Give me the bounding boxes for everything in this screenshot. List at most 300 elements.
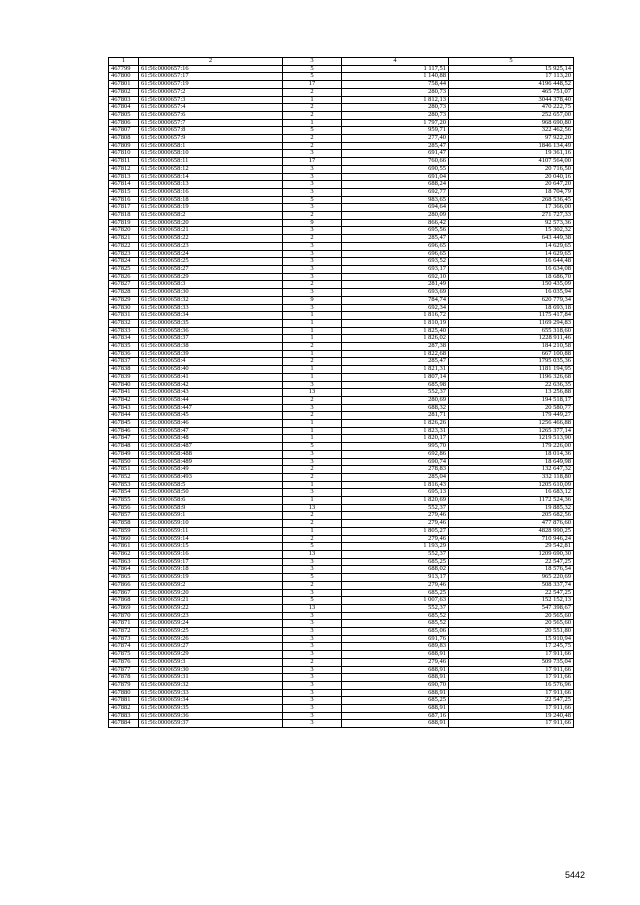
value-cell: 4828 990,25 — [449, 527, 574, 535]
group-cell: 3 — [283, 720, 342, 728]
table-row — [109, 181, 574, 189]
value-cell: 18 704,79 — [449, 188, 574, 196]
area-cell: 279,46 — [342, 520, 449, 528]
table-row — [109, 597, 574, 605]
group-cell: 3 — [283, 643, 342, 651]
cadastral-number-cell: 61:56:0000657:9 — [139, 135, 283, 143]
table-row — [109, 281, 574, 289]
group-cell: 3 — [283, 666, 342, 674]
row-number-cell: 467882 — [109, 705, 139, 713]
table-row — [109, 527, 574, 535]
value-cell: 20 647,20 — [449, 181, 574, 189]
area-cell: 688,91 — [342, 689, 449, 697]
row-number-cell: 467852 — [109, 473, 139, 481]
table-row — [109, 212, 574, 220]
value-cell: 179 449,27 — [449, 412, 574, 420]
group-cell: 3 — [283, 227, 342, 235]
table-row — [109, 443, 574, 451]
cadastral-number-cell: 61:56:0000658:36 — [139, 327, 283, 335]
area-cell: 758,44 — [342, 81, 449, 89]
group-cell: 13 — [283, 604, 342, 612]
cadastral-number-cell: 61:56:0000658:10 — [139, 150, 283, 158]
cadastral-number-cell: 61:56:0000658:24 — [139, 250, 283, 258]
group-cell: 1 — [283, 373, 342, 381]
area-cell: 694,64 — [342, 204, 449, 212]
table-row — [109, 366, 574, 374]
value-cell: 1169 294,83 — [449, 319, 574, 327]
group-cell: 17 — [283, 81, 342, 89]
group-cell: 3 — [283, 404, 342, 412]
cadastral-number-cell: 61:56:0000659:33 — [139, 689, 283, 697]
group-cell: 1 — [283, 527, 342, 535]
table-row — [109, 551, 574, 559]
value-cell: 4107 564,00 — [449, 158, 574, 166]
value-cell: 332 118,80 — [449, 473, 574, 481]
row-number-cell: 467861 — [109, 543, 139, 551]
value-cell: 20 040,16 — [449, 173, 574, 181]
group-cell: 1 — [283, 96, 342, 104]
row-number-cell: 467869 — [109, 604, 139, 612]
row-number-cell: 467845 — [109, 420, 139, 428]
area-cell: 1 805,27 — [342, 527, 449, 535]
cadastral-number-cell: 61:56:0000658:18 — [139, 196, 283, 204]
value-cell: 1172 524,36 — [449, 497, 574, 505]
table-row — [109, 358, 574, 366]
group-cell: 5 — [283, 574, 342, 582]
table-row — [109, 404, 574, 412]
area-cell: 1 820,69 — [342, 497, 449, 505]
table-row — [109, 612, 574, 620]
value-cell: 15 925,14 — [449, 65, 574, 73]
area-cell: 760,66 — [342, 158, 449, 166]
value-cell: 14 629,65 — [449, 250, 574, 258]
row-number-cell: 467850 — [109, 458, 139, 466]
value-cell: 132 647,32 — [449, 466, 574, 474]
value-cell: 17 911,66 — [449, 689, 574, 697]
cadastral-number-cell: 61:56:0000659:3 — [139, 658, 283, 666]
row-number-cell: 467820 — [109, 227, 139, 235]
table-row — [109, 697, 574, 705]
group-cell: 2 — [283, 343, 342, 351]
table-row — [109, 666, 574, 674]
area-cell: 285,47 — [342, 358, 449, 366]
row-number-cell: 467808 — [109, 135, 139, 143]
area-cell: 1 807,14 — [342, 373, 449, 381]
value-cell: 205 682,56 — [449, 512, 574, 520]
table-row — [109, 96, 574, 104]
area-cell: 689,83 — [342, 643, 449, 651]
group-cell: 2 — [283, 520, 342, 528]
table-row — [109, 512, 574, 520]
row-number-cell: 467863 — [109, 558, 139, 566]
row-number-cell: 467883 — [109, 712, 139, 720]
group-cell: 3 — [283, 258, 342, 266]
row-number-cell: 467879 — [109, 681, 139, 689]
group-cell: 2 — [283, 358, 342, 366]
cadastral-number-cell: 61:56:0000658:42 — [139, 381, 283, 389]
group-cell: 2 — [283, 535, 342, 543]
value-cell: 477 876,60 — [449, 520, 574, 528]
table-row — [109, 135, 574, 143]
row-number-cell: 467823 — [109, 250, 139, 258]
row-number-cell: 467836 — [109, 350, 139, 358]
group-cell: 2 — [283, 235, 342, 243]
cadastral-number-cell: 61:56:0000658:12 — [139, 165, 283, 173]
area-cell: 281,71 — [342, 412, 449, 420]
table-row — [109, 412, 574, 420]
cadastral-number-cell: 61:56:0000658:1 — [139, 142, 283, 150]
row-number-cell: 467864 — [109, 566, 139, 574]
group-cell: 3 — [283, 304, 342, 312]
group-cell: 3 — [283, 289, 342, 297]
group-cell: 9 — [283, 219, 342, 227]
table-row — [109, 250, 574, 258]
cadastral-number-cell: 61:56:0000659:20 — [139, 589, 283, 597]
row-number-cell: 467819 — [109, 219, 139, 227]
value-cell: 22 547,25 — [449, 697, 574, 705]
value-cell: 16 683,12 — [449, 489, 574, 497]
table-row — [109, 574, 574, 582]
group-cell: 3 — [283, 651, 342, 659]
row-number-cell: 467811 — [109, 158, 139, 166]
area-cell: 696,65 — [342, 250, 449, 258]
value-cell: 184 210,58 — [449, 343, 574, 351]
table-row — [109, 165, 574, 173]
group-cell: 1 — [283, 312, 342, 320]
value-cell: 508 337,74 — [449, 581, 574, 589]
group-cell: 3 — [283, 181, 342, 189]
value-cell: 20 580,77 — [449, 404, 574, 412]
table-row — [109, 319, 574, 327]
row-number-cell: 467842 — [109, 396, 139, 404]
area-cell: 552,37 — [342, 504, 449, 512]
table-row — [109, 235, 574, 243]
group-cell: 1 — [283, 350, 342, 358]
cadastral-number-cell: 61:56:0000658:33 — [139, 304, 283, 312]
table-row — [109, 658, 574, 666]
row-number-cell: 467817 — [109, 204, 139, 212]
group-cell: 5 — [283, 597, 342, 605]
cadastral-number-cell: 61:56:0000657:6 — [139, 111, 283, 119]
cadastral-number-cell: 61:56:0000658:25 — [139, 258, 283, 266]
value-cell: 20 551,80 — [449, 628, 574, 636]
group-cell: 1 — [283, 119, 342, 127]
row-number-cell: 467871 — [109, 620, 139, 628]
cadastral-number-cell: 61:56:0000658:22 — [139, 235, 283, 243]
table-row — [109, 304, 574, 312]
row-number-cell: 467884 — [109, 720, 139, 728]
area-cell: 1 816,72 — [342, 312, 449, 320]
group-cell: 13 — [283, 389, 342, 397]
row-number-cell: 467844 — [109, 412, 139, 420]
area-cell: 287,38 — [342, 343, 449, 351]
table-body — [109, 65, 574, 727]
row-number-cell: 467872 — [109, 628, 139, 636]
value-cell: 3044 378,40 — [449, 96, 574, 104]
area-cell: 866,42 — [342, 219, 449, 227]
group-cell: 2 — [283, 473, 342, 481]
cadastral-number-cell: 61:56:0000657:7 — [139, 119, 283, 127]
row-number-cell: 467840 — [109, 381, 139, 389]
table-row — [109, 142, 574, 150]
cadastral-number-cell: 61:56:0000659:19 — [139, 574, 283, 582]
area-cell: 913,17 — [342, 574, 449, 582]
cadastral-number-cell: 61:56:0000658:4 — [139, 358, 283, 366]
row-number-cell: 467853 — [109, 481, 139, 489]
value-cell: 22 547,25 — [449, 558, 574, 566]
row-number-cell: 467804 — [109, 104, 139, 112]
area-cell: 1 140,88 — [342, 73, 449, 81]
area-cell: 280,73 — [342, 104, 449, 112]
group-cell: 3 — [283, 188, 342, 196]
row-number-cell: 467877 — [109, 666, 139, 674]
row-number-cell: 467803 — [109, 96, 139, 104]
value-cell: 150 435,09 — [449, 281, 574, 289]
cadastral-number-cell: 61:56:0000659:34 — [139, 697, 283, 705]
table-row — [109, 420, 574, 428]
value-cell: 620 779,34 — [449, 296, 574, 304]
area-cell: 696,65 — [342, 242, 449, 250]
table-row — [109, 258, 574, 266]
table-row — [109, 396, 574, 404]
value-cell: 1181 194,95 — [449, 366, 574, 374]
row-number-cell: 467802 — [109, 88, 139, 96]
table-row — [109, 520, 574, 528]
row-number-cell: 467875 — [109, 651, 139, 659]
table-row — [109, 65, 574, 73]
group-cell: 1 — [283, 366, 342, 374]
value-cell: 16 576,96 — [449, 681, 574, 689]
page-number: 5442 — [565, 870, 586, 880]
area-cell: 691,04 — [342, 173, 449, 181]
row-number-cell: 467833 — [109, 327, 139, 335]
group-cell: 1 — [283, 427, 342, 435]
value-cell: 1219 513,90 — [449, 435, 574, 443]
value-cell: 19 361,16 — [449, 150, 574, 158]
area-cell: 688,24 — [342, 181, 449, 189]
table-row — [109, 435, 574, 443]
row-number-cell: 467806 — [109, 119, 139, 127]
area-cell: 1 825,40 — [342, 327, 449, 335]
table-row — [109, 389, 574, 397]
value-cell: 4196 448,52 — [449, 81, 574, 89]
cadastral-number-cell: 61:56:0000658:5 — [139, 481, 283, 489]
area-cell: 693,69 — [342, 289, 449, 297]
cadastral-number-cell: 61:56:0000657:2 — [139, 88, 283, 96]
row-number-cell: 467848 — [109, 443, 139, 451]
value-cell: 22 547,25 — [449, 589, 574, 597]
area-cell: 280,09 — [342, 212, 449, 220]
cadastral-number-cell: 61:56:0000659:10 — [139, 520, 283, 528]
row-number-cell: 467829 — [109, 296, 139, 304]
group-cell: 3 — [283, 204, 342, 212]
cadastral-number-cell: 61:56:0000658:13 — [139, 181, 283, 189]
value-cell: 965 220,69 — [449, 574, 574, 582]
group-cell: 13 — [283, 551, 342, 559]
group-cell: 3 — [283, 612, 342, 620]
group-cell: 2 — [283, 466, 342, 474]
cadastral-number-cell: 61:56:0000659:37 — [139, 720, 283, 728]
row-number-cell: 467868 — [109, 597, 139, 605]
value-cell: 322 462,56 — [449, 127, 574, 135]
row-number-cell: 467816 — [109, 196, 139, 204]
group-cell: 3 — [283, 589, 342, 597]
row-number-cell: 467855 — [109, 497, 139, 505]
value-cell: 1228 911,46 — [449, 335, 574, 343]
row-number-cell: 467876 — [109, 658, 139, 666]
area-cell: 1 826,26 — [342, 420, 449, 428]
cadastral-number-cell: 61:56:0000658:2 — [139, 212, 283, 220]
table-row — [109, 504, 574, 512]
area-cell: 695,56 — [342, 227, 449, 235]
group-cell: 5 — [283, 443, 342, 451]
area-cell: 685,25 — [342, 589, 449, 597]
row-number-cell: 467809 — [109, 142, 139, 150]
group-cell: 3 — [283, 242, 342, 250]
row-number-cell: 467835 — [109, 343, 139, 351]
cadastral-value-table — [108, 57, 574, 728]
area-cell: 1 822,68 — [342, 350, 449, 358]
cadastral-number-cell: 61:56:0000657:17 — [139, 73, 283, 81]
value-cell: 509 735,04 — [449, 658, 574, 666]
table-row — [109, 289, 574, 297]
cadastral-number-cell: 61:56:0000659:21 — [139, 597, 283, 605]
group-cell: 3 — [283, 566, 342, 574]
area-cell: 1 826,02 — [342, 335, 449, 343]
table-row — [109, 543, 574, 551]
group-cell: 1 — [283, 319, 342, 327]
group-cell: 1 — [283, 435, 342, 443]
area-cell: 552,37 — [342, 389, 449, 397]
value-cell: 16 035,94 — [449, 289, 574, 297]
group-cell: 3 — [283, 635, 342, 643]
group-cell: 1 — [283, 327, 342, 335]
table-row — [109, 651, 574, 659]
column-header-5: 5 — [449, 58, 574, 66]
group-cell: 1 — [283, 335, 342, 343]
group-cell: 1 — [283, 481, 342, 489]
group-cell: 5 — [283, 73, 342, 81]
row-number-cell: 467839 — [109, 373, 139, 381]
area-cell: 685,98 — [342, 381, 449, 389]
group-cell: 3 — [283, 620, 342, 628]
column-header-4: 4 — [342, 58, 449, 66]
column-header-1: 1 — [109, 58, 139, 66]
group-cell: 9 — [283, 296, 342, 304]
area-cell: 692,86 — [342, 450, 449, 458]
area-cell: 693,17 — [342, 265, 449, 273]
table-row — [109, 81, 574, 89]
value-cell: 152 152,13 — [449, 597, 574, 605]
cadastral-number-cell: 61:56:0000658:41 — [139, 373, 283, 381]
table-row — [109, 689, 574, 697]
group-cell: 3 — [283, 712, 342, 720]
value-cell: 1265 377,14 — [449, 427, 574, 435]
cadastral-number-cell: 61:56:0000659:23 — [139, 612, 283, 620]
table-row — [109, 458, 574, 466]
group-cell: 3 — [283, 265, 342, 273]
value-cell: 643 449,38 — [449, 235, 574, 243]
value-cell: 179 226,00 — [449, 443, 574, 451]
row-number-cell: 467878 — [109, 674, 139, 682]
table-row — [109, 635, 574, 643]
row-number-cell: 467859 — [109, 527, 139, 535]
table-row — [109, 73, 574, 81]
area-cell: 1 797,20 — [342, 119, 449, 127]
table-row — [109, 335, 574, 343]
cadastral-number-cell: 61:56:0000659:2 — [139, 581, 283, 589]
row-number-cell: 467822 — [109, 242, 139, 250]
group-cell: 3 — [283, 150, 342, 158]
row-number-cell: 467870 — [109, 612, 139, 620]
table-row — [109, 373, 574, 381]
group-cell: 17 — [283, 158, 342, 166]
cadastral-number-cell: 61:56:0000658:40 — [139, 366, 283, 374]
cadastral-number-cell: 61:56:0000658:23 — [139, 242, 283, 250]
cadastral-number-cell: 61:56:0000658:43 — [139, 389, 283, 397]
table-row — [109, 466, 574, 474]
table-row — [109, 473, 574, 481]
cadastral-number-cell: 61:56:0000658:34 — [139, 312, 283, 320]
cadastral-number-cell: 61:56:0000658:49 — [139, 466, 283, 474]
table-row — [109, 604, 574, 612]
row-number-cell: 467800 — [109, 73, 139, 81]
row-number-cell: 467867 — [109, 589, 139, 597]
area-cell: 688,91 — [342, 666, 449, 674]
cadastral-number-cell: 61:56:0000659:35 — [139, 705, 283, 713]
group-cell: 3 — [283, 165, 342, 173]
area-cell: 1 007,63 — [342, 597, 449, 605]
row-number-cell: 467810 — [109, 150, 139, 158]
row-number-cell: 467799 — [109, 65, 139, 73]
table-row — [109, 265, 574, 273]
area-cell: 279,46 — [342, 658, 449, 666]
group-cell: 5 — [283, 65, 342, 73]
value-cell: 17 366,00 — [449, 204, 574, 212]
area-cell: 692,10 — [342, 273, 449, 281]
value-cell: 22 636,35 — [449, 381, 574, 389]
area-cell: 285,47 — [342, 142, 449, 150]
table-row — [109, 173, 574, 181]
row-number-cell: 467826 — [109, 273, 139, 281]
row-number-cell: 467824 — [109, 258, 139, 266]
area-cell: 995,70 — [342, 443, 449, 451]
value-cell: 20 565,60 — [449, 620, 574, 628]
group-cell: 3 — [283, 674, 342, 682]
table-row — [109, 312, 574, 320]
row-number-cell: 467832 — [109, 319, 139, 327]
value-cell: 14 629,65 — [449, 242, 574, 250]
table-row — [109, 273, 574, 281]
row-number-cell: 467807 — [109, 127, 139, 135]
area-cell: 685,06 — [342, 628, 449, 636]
area-cell: 690,70 — [342, 681, 449, 689]
table-row — [109, 712, 574, 720]
row-number-cell: 467801 — [109, 81, 139, 89]
cadastral-number-cell: 61:56:0000659:16 — [139, 551, 283, 559]
table-row — [109, 88, 574, 96]
group-cell: 2 — [283, 104, 342, 112]
value-cell: 17 245,75 — [449, 643, 574, 651]
value-cell: 92 573,36 — [449, 219, 574, 227]
value-cell: 271 727,33 — [449, 212, 574, 220]
cadastral-number-cell: 61:56:0000659:15 — [139, 543, 283, 551]
table-row — [109, 119, 574, 127]
value-cell: 1209 690,30 — [449, 551, 574, 559]
column-header-2: 2 — [139, 58, 283, 66]
area-cell: 688,32 — [342, 404, 449, 412]
value-cell: 16 634,08 — [449, 265, 574, 273]
